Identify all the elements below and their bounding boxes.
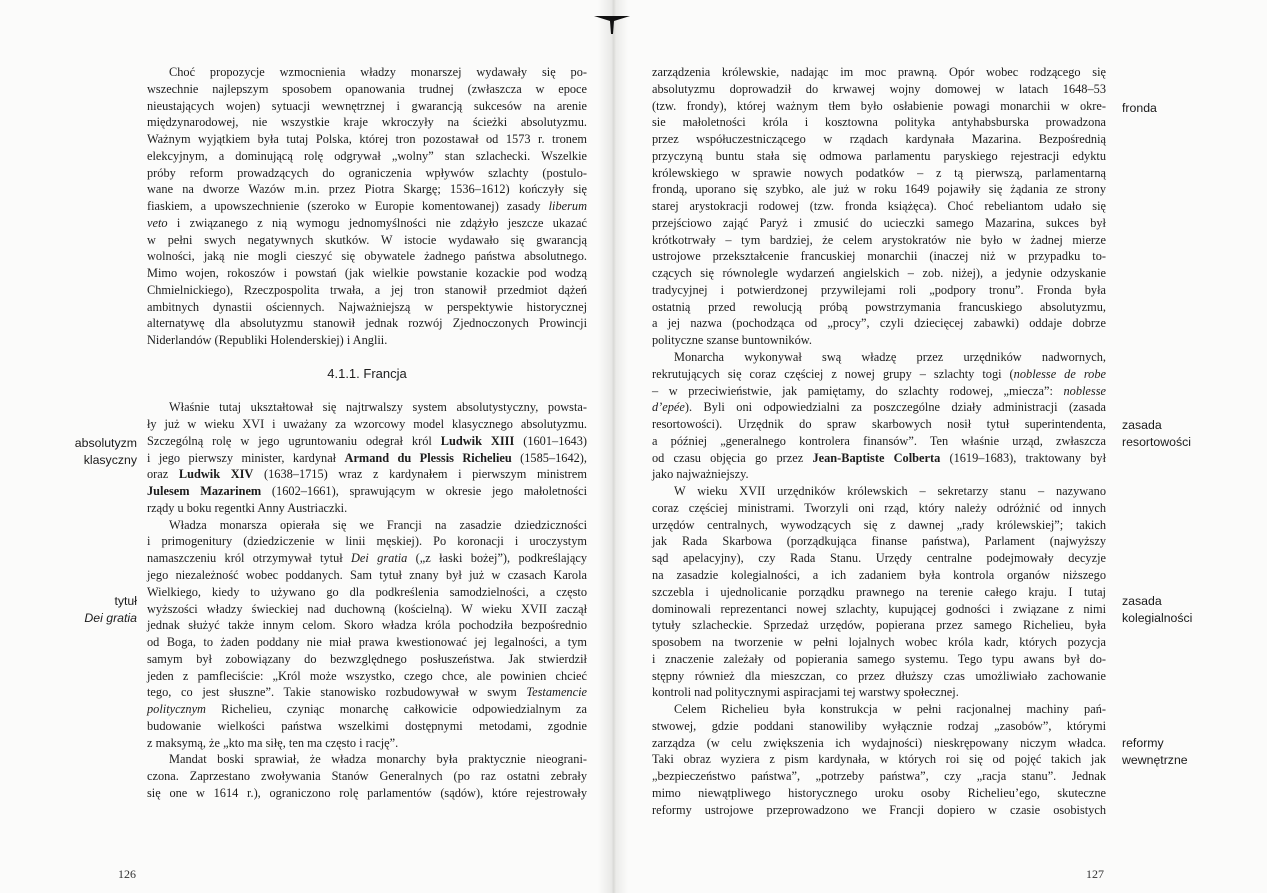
text-line: oraz Ludwik XIV (1638–1715) wraz z kardynałem i pierwszym ministrem [147, 467, 587, 482]
text-line: na zasadzie kolegialności, a ich zadaniem była kontrola organów niższego [652, 567, 1106, 582]
text-line: Władza monarsza opierała się we Francji na zasadzie dziedziczności [169, 517, 587, 532]
text-line: zarządzenia królewskie, nadając im moc prawną. Opór wobec rodzącego się [652, 65, 1106, 79]
text-line: jak Rada Skarbowa (porządkująca finanse państwa), Parlament (najwyższy [652, 534, 1106, 549]
text-line: i primogenitury (dziedziczenie w linii męskiej). Po koronacji i uroczystym [147, 534, 587, 549]
text-line: jeden z pamfleciście: „Król może wszystko, czego chce, ale powinien chcieć [147, 668, 587, 683]
text-line: ły już w wieku XVI i uważany za wzorcowy model klasycznego absolutyzmu. [147, 417, 587, 432]
text-line: frondą, uporano się szybko, ale już w roku 1649 pojawiły się żądania ze strony [652, 182, 1106, 197]
text-line: przyczyną buntu stała się odmowa parlamentu paryskiego rejestracji edyktu [652, 148, 1106, 163]
text-line: samym był zobowiązany do bezwzględnego posłuszeństwa. Jak stwierdził [147, 651, 587, 666]
text-line: ostatnią przed rewolucją próbą powstrzymania francuskiego absolutyzmu, [652, 299, 1106, 314]
text-line: stępny również dla mieszczan, co przez dłuższy czas umożliwiało zachowanie [652, 668, 1106, 683]
text-line: wane na dworze Wazów m.in. przez Piotra Skargę; 1536–1612) kończyły się [147, 182, 587, 197]
page-number: 127 [1086, 867, 1104, 881]
text-line: wyższości władzy świeckiej nad duchowną (kościelną). W wieku XVII zaczął [147, 601, 587, 616]
italic-term: politycznym [147, 702, 206, 717]
text-line: tradycyjnej i potwierdzonej przywilejami roli „podpory tronu”. Fronda była [652, 282, 1106, 297]
text-line: Choć propozycje wzmocnienia władzy monarszej wydawały się po- [169, 65, 587, 79]
text-line: przejściowo zająć Paryż i zmusić do ucieczki samego Mazarina, sukces był [652, 215, 1106, 230]
text-line: Wielkiego, kiedy to używano go dla podkreślenia samodzielności, a często [147, 584, 587, 599]
margin-note-resortowosci: zasada resortowości [1122, 418, 1192, 449]
margin-note-absolutyzm: absolutyzm klasyczny [74, 436, 137, 467]
text-line: urzędów centralnych, wywodzących się z dawnej „rady królewskiej”; takich [652, 517, 1106, 532]
text-line: sie małoletności króla i kosztowna polityka antyhabsburska prowadzona [652, 115, 1106, 130]
text-line: veto i związanego z nią wymogu jednomyślności nie zdążyło jeszcze ukazać [147, 215, 587, 230]
text-line: stwowej, gdzie poddani stanowiliby wyłącznie rodzaj „zasobów”, którymi [652, 718, 1106, 733]
text-line: i znaczenie zależały od popierania samego systemu. Tego typu awans był do- [652, 651, 1106, 666]
right-page-text [652, 64, 1106, 818]
text-line: w pełni swych negatywnych skutków. W istocie wydawało się gwarancją [147, 232, 587, 247]
text-line: Chmielnickiego), Rzeczpospolita trwała, a jej tron stanowił przedmiot dążeń [147, 282, 587, 297]
text-line: i jego pierwszy minister, kardynał Armand du Plessis Richelieu (1585–1642), [147, 450, 587, 465]
right-page [620, 0, 1267, 893]
margin-note-reformy: reformy wewnętrzne [1122, 736, 1188, 767]
text-line: d’epée). Byli oni odpowiedzialni za poszczególne działy administracji (zasada [652, 400, 1106, 415]
italic-term: Testamencie [526, 685, 587, 700]
text-line: tego, co jest słuszne”. Takie stanowisko rozbudowywał w swym Testamencie [147, 685, 587, 700]
text-line: szczebla i ujednolicanie porządku prawnego na terenie całego kraju. I tutaj [652, 584, 1106, 599]
page-number: 126 [118, 867, 136, 881]
text-line: starej arystokracji rodowej (tzw. fronda książęca). Choć rebeliantom udało się [652, 199, 1106, 214]
text-line: czona. Zaprzestano zwoływania Stanów Generalnych (po raz ostatni zebrały [147, 769, 587, 784]
text-line: jego niezależność wobec poddanych. Sam tytuł znany był już w czasach Karola [147, 567, 587, 582]
text-line: ustrojowe przekształcenie francuskiej monarchii (inaczej niż w przypadku to- [652, 249, 1106, 264]
text-line: tytuły szlacheckie. Sprzedaż urzędów, popierana przez samego Richelieu, była [652, 618, 1106, 633]
text-line: przez współuczestniczącego w rządach kardynała Mazarina. Bezpośrednią [652, 132, 1106, 147]
text-line: „bezpieczeństwo państwa”, „potrzeby państwa”, czy „racja stanu”. Jednak [652, 769, 1106, 784]
text-line: próby reform prowadzących do ograniczenia wpływów szlachty (postulo- [147, 165, 587, 180]
italic-term: noblesse de robe [1013, 366, 1106, 381]
text-line: fiaskiem, a upowszechnienie (szeroko w Europie komentowanej) zasady liberum [147, 199, 587, 214]
text-line: Szczególną rolę w jego ugruntowaniu odegrał król Ludwik XIII (1601–1643) [147, 433, 587, 448]
italic-term: Dei gratia [351, 551, 408, 566]
text-line: rządy u boku regentki Anny Austriaczki. [147, 500, 348, 515]
text-line: alternatywę dla absolutyzmu stanowił jednak rozwój Zjednoczonych Prowincji [147, 316, 587, 331]
left-page [0, 0, 614, 893]
text-line: (tzw. frondy), której ważnym tłem było osłabienie powagi monarchii w okre- [652, 98, 1106, 113]
bold-name: Ludwik XIII [440, 433, 515, 448]
italic-term: noblesse [1063, 383, 1106, 398]
text-line: wolności, jaką nie mogli cieszyć się obywatele żadnego państwa absolutnego. [147, 249, 587, 264]
text-line: królewskiego w sprawie nowych podatków – z tą pierwszą, parlamentarną [652, 165, 1106, 180]
text-line: Taki obraz wyziera z pism kardynała, w których roi się od pojęć takich jak [652, 752, 1106, 767]
text-line: kontroli nad politycznymi aspiracjami tej warstwy społecznej. [652, 685, 959, 700]
text-line: W wieku XVII urzędników królewskich – sekretarzy stanu – nazywano [674, 484, 1106, 499]
text-line: czących się równolegle wydarzeń angielskich – zob. niżej), a jedynie odzyskanie [652, 266, 1106, 281]
text-line: Niderlandów (Republiki Holenderskiej) i Anglii. [147, 333, 388, 348]
text-line: Monarcha wykonywał swą władzę przez urzędników nadwornych, [674, 350, 1106, 365]
text-line: Mimo wojen, rokoszów i powstań (jak wielkie powstanie kozackie pod wodzą [147, 266, 587, 281]
text-line: wszechnie najlepszym sposobem opanowania trudnej (zwłaszcza w epoce [147, 81, 587, 96]
margin-note-dei-gratia: tytuł Dei gratia [84, 594, 137, 625]
text-line: a później „generalnego kontrolera finansów”. Ten właśnie urząd, zwłaszcza [652, 433, 1106, 448]
text-line: rekrutujących się coraz częściej z nowej grupy – szlachty togi (noblesse de robe [652, 366, 1106, 381]
text-line: krótkotrwały – tym bardziej, że celem arystokratów nie było w żadnej mierze [652, 232, 1106, 247]
text-line: Mandat boski sprawiał, że władza monarchy była praktycznie nieograni- [169, 752, 587, 767]
text-line: Właśnie tutaj ukształtował się najtrwalszy system absolutystyczny, powsta- [169, 400, 587, 415]
italic-term: liberum [548, 199, 587, 214]
text-line: – w przeciwieństwie, jak pamiętamy, do szlachty rodowej, „miecza”: noblesse [652, 383, 1106, 398]
text-line: mimo niewątpliwego historycznego uroku osoby Richelieu’ego, skuteczne [652, 785, 1106, 800]
text-line: Julesem Mazarinem (1602–1661), sprawującym w okresie jego małoletności [147, 484, 587, 499]
left-page-text [147, 64, 587, 802]
text-line: budowanie wielkości państwa wszelkimi dostępnymi metodami, zgodnie [147, 718, 587, 733]
text-line: reformy ustrojowe przeprowadzono we Francji dopiero w czasie osobistych [652, 802, 1106, 817]
text-line: zarządza (w celu zwiększenia ich wydajności) nieskrępowany niczym władca. [652, 735, 1106, 750]
italic-term: veto [147, 215, 168, 230]
text-line: od czasu objęcia go przez Jean-Baptiste Colberta (1619–1683), traktowany był [652, 450, 1107, 465]
text-line: politycznym Richelieu, czyniąc monarchę całkowicie odpowiedzialnym za [147, 702, 587, 717]
text-line: nieustających wojen) sytuacji wewnętrznej i gwarancją sukcesów na arenie [147, 98, 587, 113]
text-line: Ważnym wyjątkiem była tutaj Polska, której tron pozostawał od 1573 r. tronem [147, 132, 587, 147]
text-line: coraz częściej ministrami. Tworzyli oni rząd, który należy odróżnić od innych [652, 500, 1106, 515]
text-line: resortowości). Urzędnik do spraw skarbowych nosił tytuł superintendenta, [652, 417, 1106, 432]
margin-note-fronda: fronda [1122, 101, 1157, 115]
text-line: ambitnych dynastii ościennych. Najważniejszą w perspektywie historycznej [147, 299, 587, 314]
text-line: sposobem na tworzenie w pełni lojalnych wobec króla kadr, których pozycja [652, 635, 1106, 650]
text-line: sąd apelacyjny), czy Rada Stanu. Urzędy centralne podejmowały decyzje [652, 551, 1106, 566]
text-line: namaszczeniu król otrzymywał tytuł Dei gratia („z łaski bożej”), podkreślający [147, 551, 587, 566]
text-line: z maksymą, że „kto ma siłę, ten ma często i rację”. [147, 735, 399, 750]
text-line: absolutyzmu doprowadził do krwawej wojny domowej w latach 1648–53 [652, 81, 1106, 96]
text-line: się one w 1614 r.), ograniczono rolę parlamentów (sądów), które rejestrowały [147, 785, 587, 800]
bold-name: Ludwik XIV [178, 467, 254, 482]
text-line: jednak służyć także innym celom. Skoro władza króla pochodziła bezpośrednio [147, 618, 587, 633]
bold-name: Jean-Baptiste Colberta [812, 450, 941, 465]
text-line: elekcyjnym, a dominującą rolę odgrywał „wolny” stan szlachecki. Wszelkie [147, 148, 587, 163]
margin-note-kolegialnosci: zasada kolegialności [1122, 594, 1193, 625]
text-line: jako najważniejszy. [652, 467, 749, 482]
bold-name: Julesem Mazarinem [147, 484, 262, 499]
text-line: a jej nazwa (pochodząca od „procy”, czyli dziecięcej zabawki) oddaje dobrze [652, 316, 1106, 331]
text-line: od Boga, to żaden poddany nie miał prawa kwestionować jej legalności, a tym [147, 635, 587, 650]
text-line: Celem Richelieu była konstrukcja w pełni racjonalnej machiny pań- [674, 702, 1106, 717]
italic-term: d’epée [652, 400, 685, 415]
section-heading: 4.1.1. Francja [327, 365, 407, 381]
text-line: dominowali reprezentanci nowej szlachty, kupującej godności i związane z nimi [652, 601, 1106, 616]
text-line: polityczne szanse buntowników. [652, 333, 812, 348]
text-line: międzynarodowej, nie wszystkie kraje wkroczyły na ścieżki absolutyzmu. [147, 115, 587, 130]
bold-name: Armand du Plessis Richelieu [344, 450, 512, 465]
